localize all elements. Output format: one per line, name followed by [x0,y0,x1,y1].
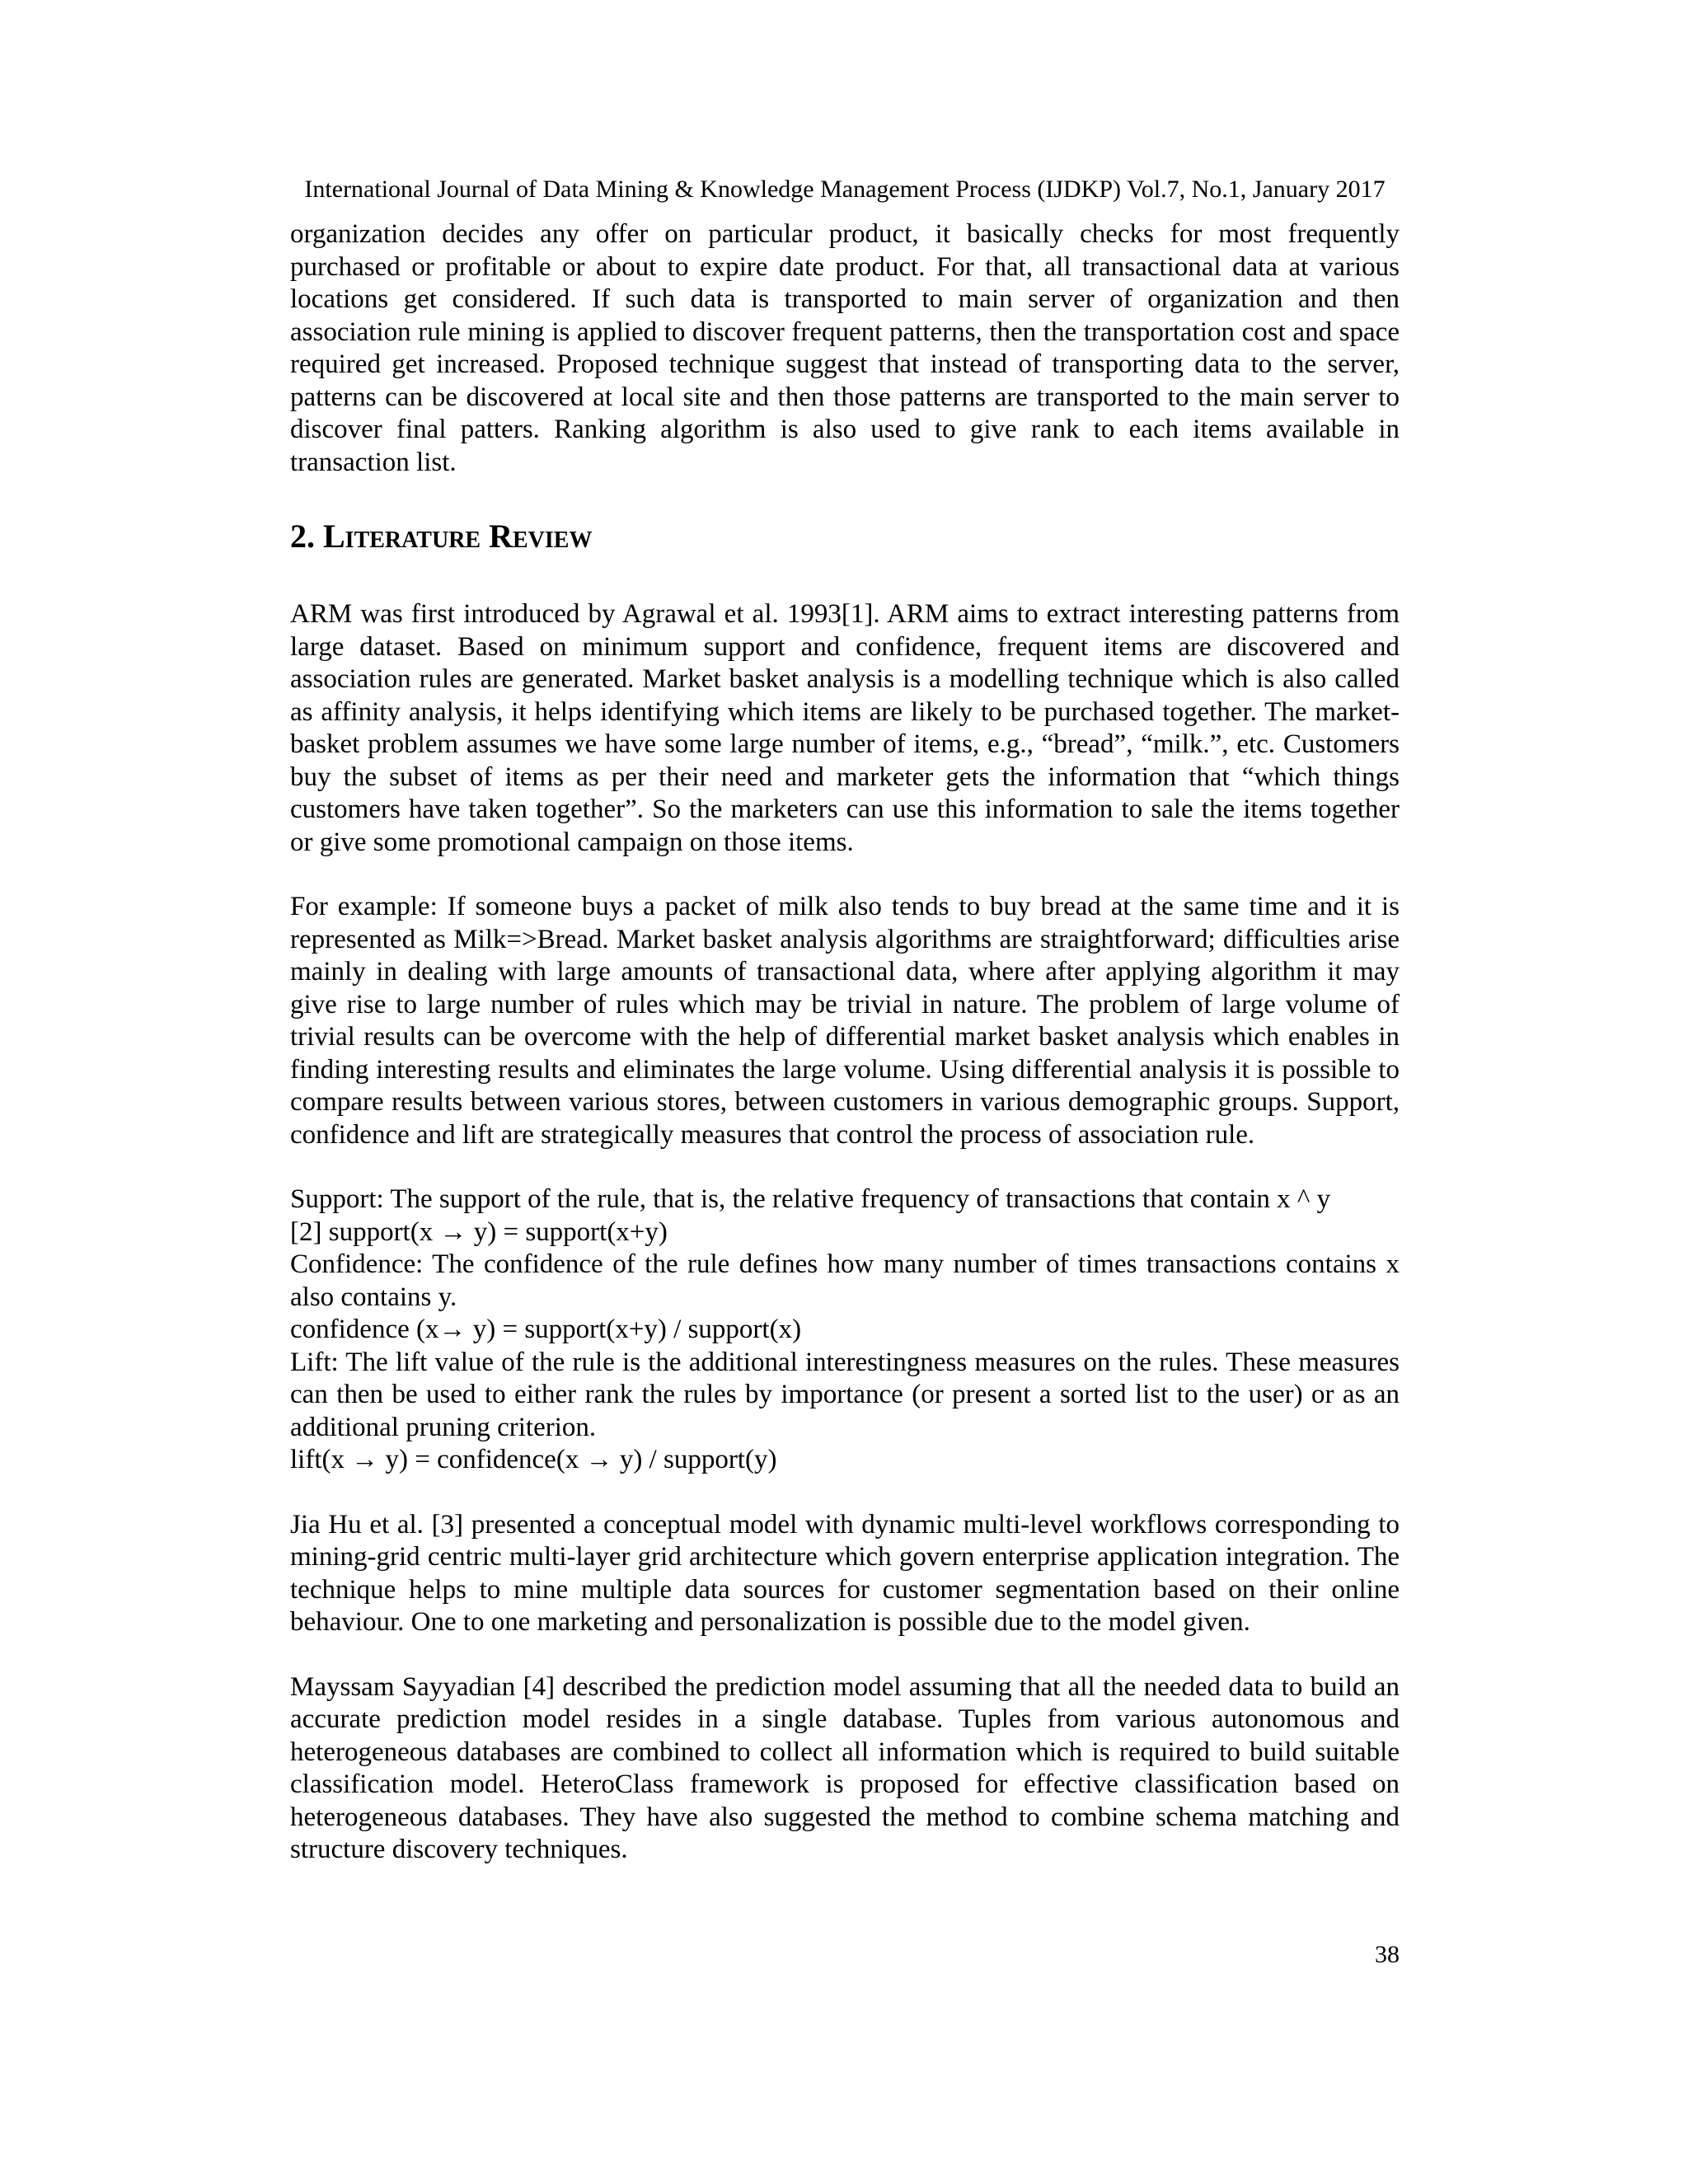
measures-block [290,1183,1400,1477]
intro-paragraph: organization decides any offer on particular product, it basically checks for most frequently purchased or profitable or about to expire date product. For that, all transactional data at various locations get considered. If such data is transported to main server of organization and then association rule mining is applied to discover frequent patterns, then the transportation cost and space required get increased. Proposed technique suggest that instead of transporting data to the server, patterns can be discovered at local site and then those patterns are transported to the main server to discover final patters. Ranking algorithm is also used to give rank to each items available in transaction list. [290,219,1400,477]
lift-formula: lift(x → y) = confidence(x → y) / support(y) [290,1445,777,1474]
paragraph-mayssam-sayyadian: Mayssam Sayyadian [4] described the prediction model assuming that all the needed data to build an accurate prediction model resides in a single database. Tuples from various autonomous and heterogeneous databases are combined to collect all information which is required to build suitable classification model. HeteroClass framework is proposed for effective classification based on heterogeneous databases. They have also suggested the method to combine schema matching and structure discovery techniques. [290,1671,1400,1864]
confidence-formula: confidence (x→ y) = support(x+y) / support(x) [290,1315,802,1344]
paragraph-arm-introduction: ARM was first introduced by Agrawal et al. 1993[1]. ARM aims to extract interesting patterns from large dataset. Based on minimum support and confidence, frequent items are discovered and association rules are generated. Market basket analysis is a modelling technique which is also called as affinity analysis, it helps identifying which items are likely to be purchased together. The market-basket problem assumes we have some large number of items, e.g., “bread”, “milk.”, etc. Customers buy the subset of items as per their need and marketer gets the information that “which things customers have taken together”. So the marketers can use this information to sale the items together or give some promotional campaign on those items. [290,599,1400,857]
body-text-column [290,218,1400,1867]
paragraph-jia-hu: Jia Hu et al. [3] presented a conceptual model with dynamic multi-level workflows corresponding to mining-grid centric multi-layer grid architecture which govern enterprise application integration. The technique helps to mine multiple data sources for customer segmentation based on their online behaviour. One to one marketing and personalization is possible due to the model given. [290,1509,1400,1637]
support-definition: Support: The support of the rule, that is, the relative frequency of transactions that contain x ^ y [290,1184,1331,1214]
lift-definition: Lift: The lift value of the rule is the additional interestingness measures on the rules. These measures can then be used to either rank the rules by importance (or present a sorted list to the user) or as an additional pruning criterion. [290,1347,1400,1442]
confidence-definition: Confidence: The confidence of the rule defines how many number of times transactions contains x also contains y. [290,1249,1400,1312]
running-header: International Journal of Data Mining & Knowledge Management Process (IJDKP) Vol.7, No.1, January 2017 [304,176,1386,203]
section-heading-literature-review: 2. Literature Review [290,518,593,555]
support-formula: [2] support(x → y) = support(x+y) [290,1216,668,1247]
page-number: 38 [1375,1941,1400,1968]
paragraph-market-basket-example: For example: If someone buys a packet of milk also tends to buy bread at the same time and it is represented as Milk=>Bread. Market basket analysis algorithms are straightforward; difficulties arise mainly in dealing with large amounts of transactional data, where after applying algorithm it may give rise to large number of rules which may be trivial in nature. The problem of large volume of trivial results can be overcome with the help of differential market basket analysis which enables in finding interesting results and eliminates the large volume. Using differential analysis it is possible to compare results between various stores, between customers in various demographic groups. Support, confidence and lift are strategically measures that control the process of association rule. [290,892,1400,1150]
